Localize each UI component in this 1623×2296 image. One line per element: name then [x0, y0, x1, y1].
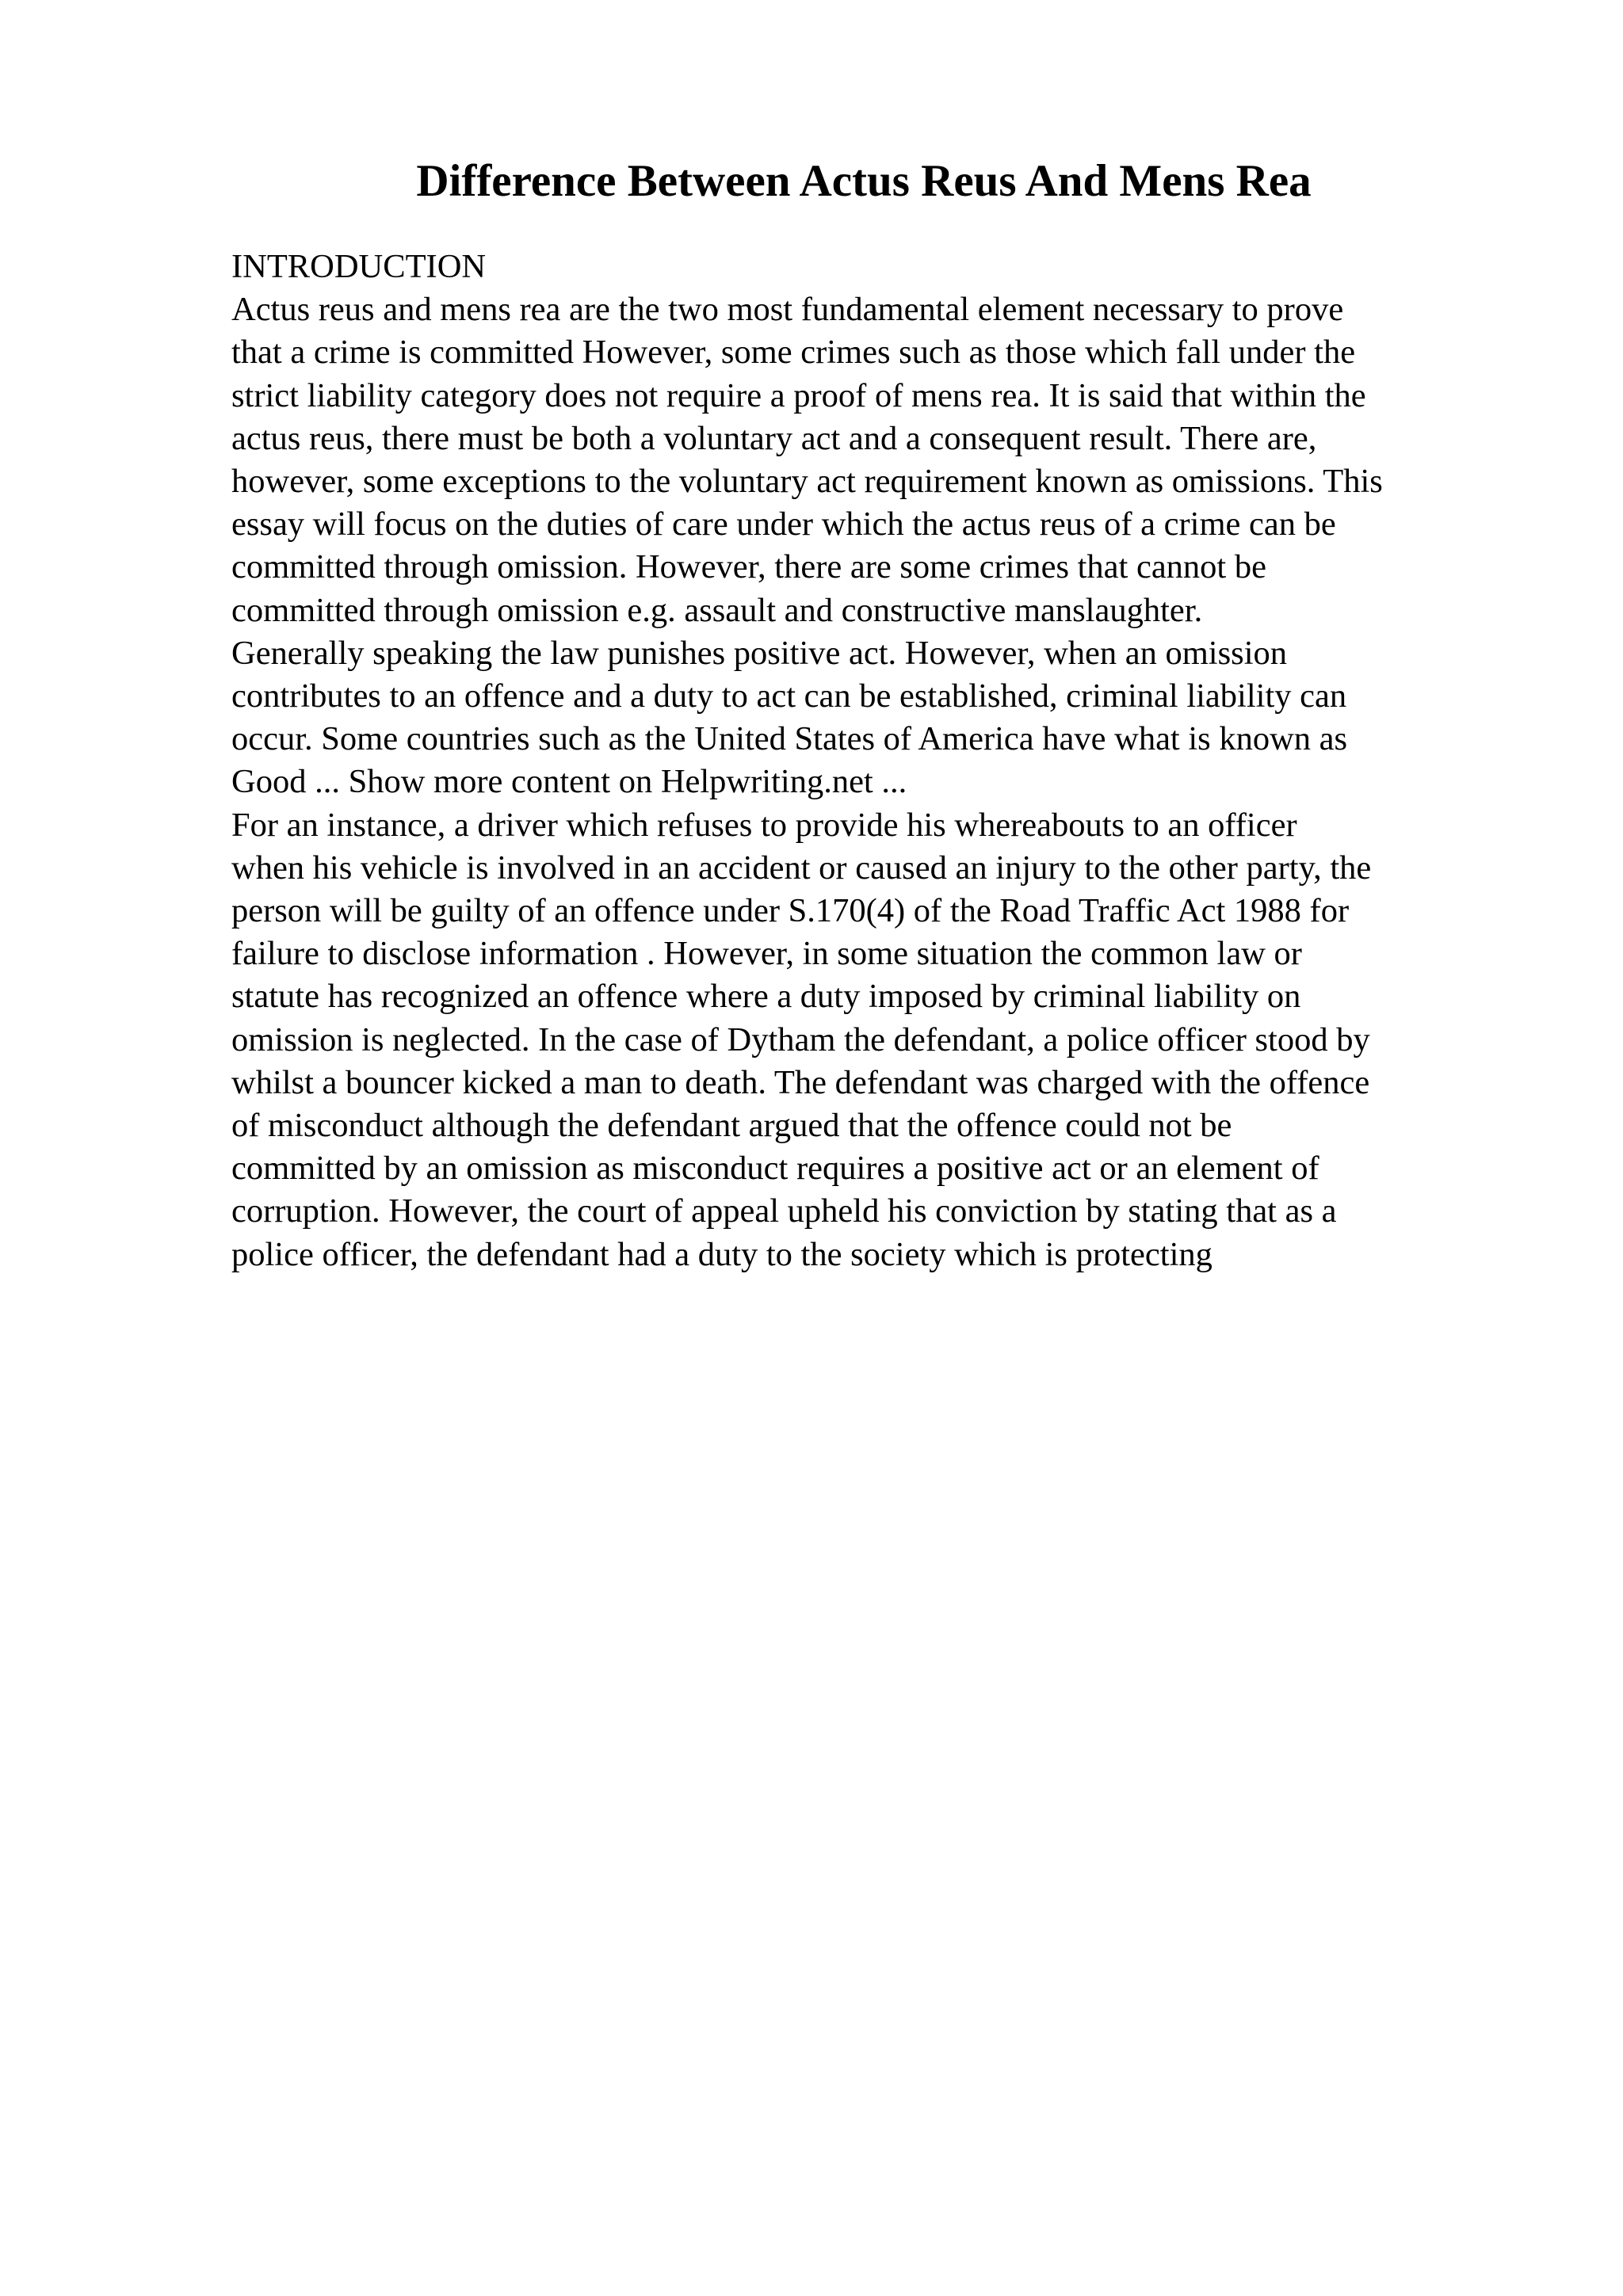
body-line: however, some exceptions to the voluntary act requirement known as omissions. This — [231, 463, 1383, 501]
document-body — [231, 246, 1515, 1276]
body-line: that a crime is committed However, some crimes such as those which fall under the — [231, 334, 1356, 372]
body-line: failure to disclose information . However, in some situation the common law or — [231, 935, 1302, 973]
body-line: whilst a bouncer kicked a man to death. The defendant was charged with the offence — [231, 1063, 1370, 1101]
body-line: statute has recognized an offence where a duty imposed by criminal liability on — [231, 978, 1301, 1016]
body-line: Good ... Show more content on Helpwriting.net ... — [231, 763, 907, 801]
body-line: omission is neglected. In the case of Dytham the defendant, a police officer stood by — [231, 1020, 1370, 1058]
body-line: For an instance, a driver which refuses to provide his whereabouts to an officer — [231, 806, 1297, 844]
body-line: strict liability category does not require a proof of mens rea. It is said that within the — [231, 376, 1366, 414]
body-line: police officer, the defendant had a duty to the society which is protecting — [231, 1235, 1212, 1273]
section-heading: INTRODUCTION — [231, 248, 487, 285]
body-line: corruption. However, the court of appeal upheld his conviction by stating that as a — [231, 1192, 1337, 1230]
body-line: occur. Some countries such as the United States of America have what is known as — [231, 720, 1348, 758]
body-line: when his vehicle is involved in an accident or caused an injury to the other party, the — [231, 849, 1372, 887]
body-line: committed through omission e.g. assault and constructive manslaughter. — [231, 591, 1203, 629]
body-line: Actus reus and mens rea are the two most fundamental element necessary to prove — [231, 291, 1344, 329]
body-line: actus reus, there must be both a voluntary act and a consequent result. There are, — [231, 419, 1317, 457]
body-line: committed by an omission as misconduct requires a positive act or an element of — [231, 1150, 1319, 1188]
document-title: Difference Between Actus Reus And Mens Rea — [416, 156, 1312, 206]
body-line: Generally speaking the law punishes positive act. However, when an omission — [231, 634, 1288, 672]
body-line: person will be guilty of an offence under S.170(4) of the Road Traffic Act 1988 for — [231, 892, 1350, 930]
body-line: contributes to an offence and a duty to act can be established, criminal liability can — [231, 677, 1347, 715]
body-line: committed through omission. However, there are some crimes that cannot be — [231, 548, 1266, 586]
body-line: of misconduct although the defendant argued that the offence could not be — [231, 1107, 1232, 1145]
body-line: essay will focus on the duties of care under which the actus reus of a crime can be — [231, 505, 1336, 543]
